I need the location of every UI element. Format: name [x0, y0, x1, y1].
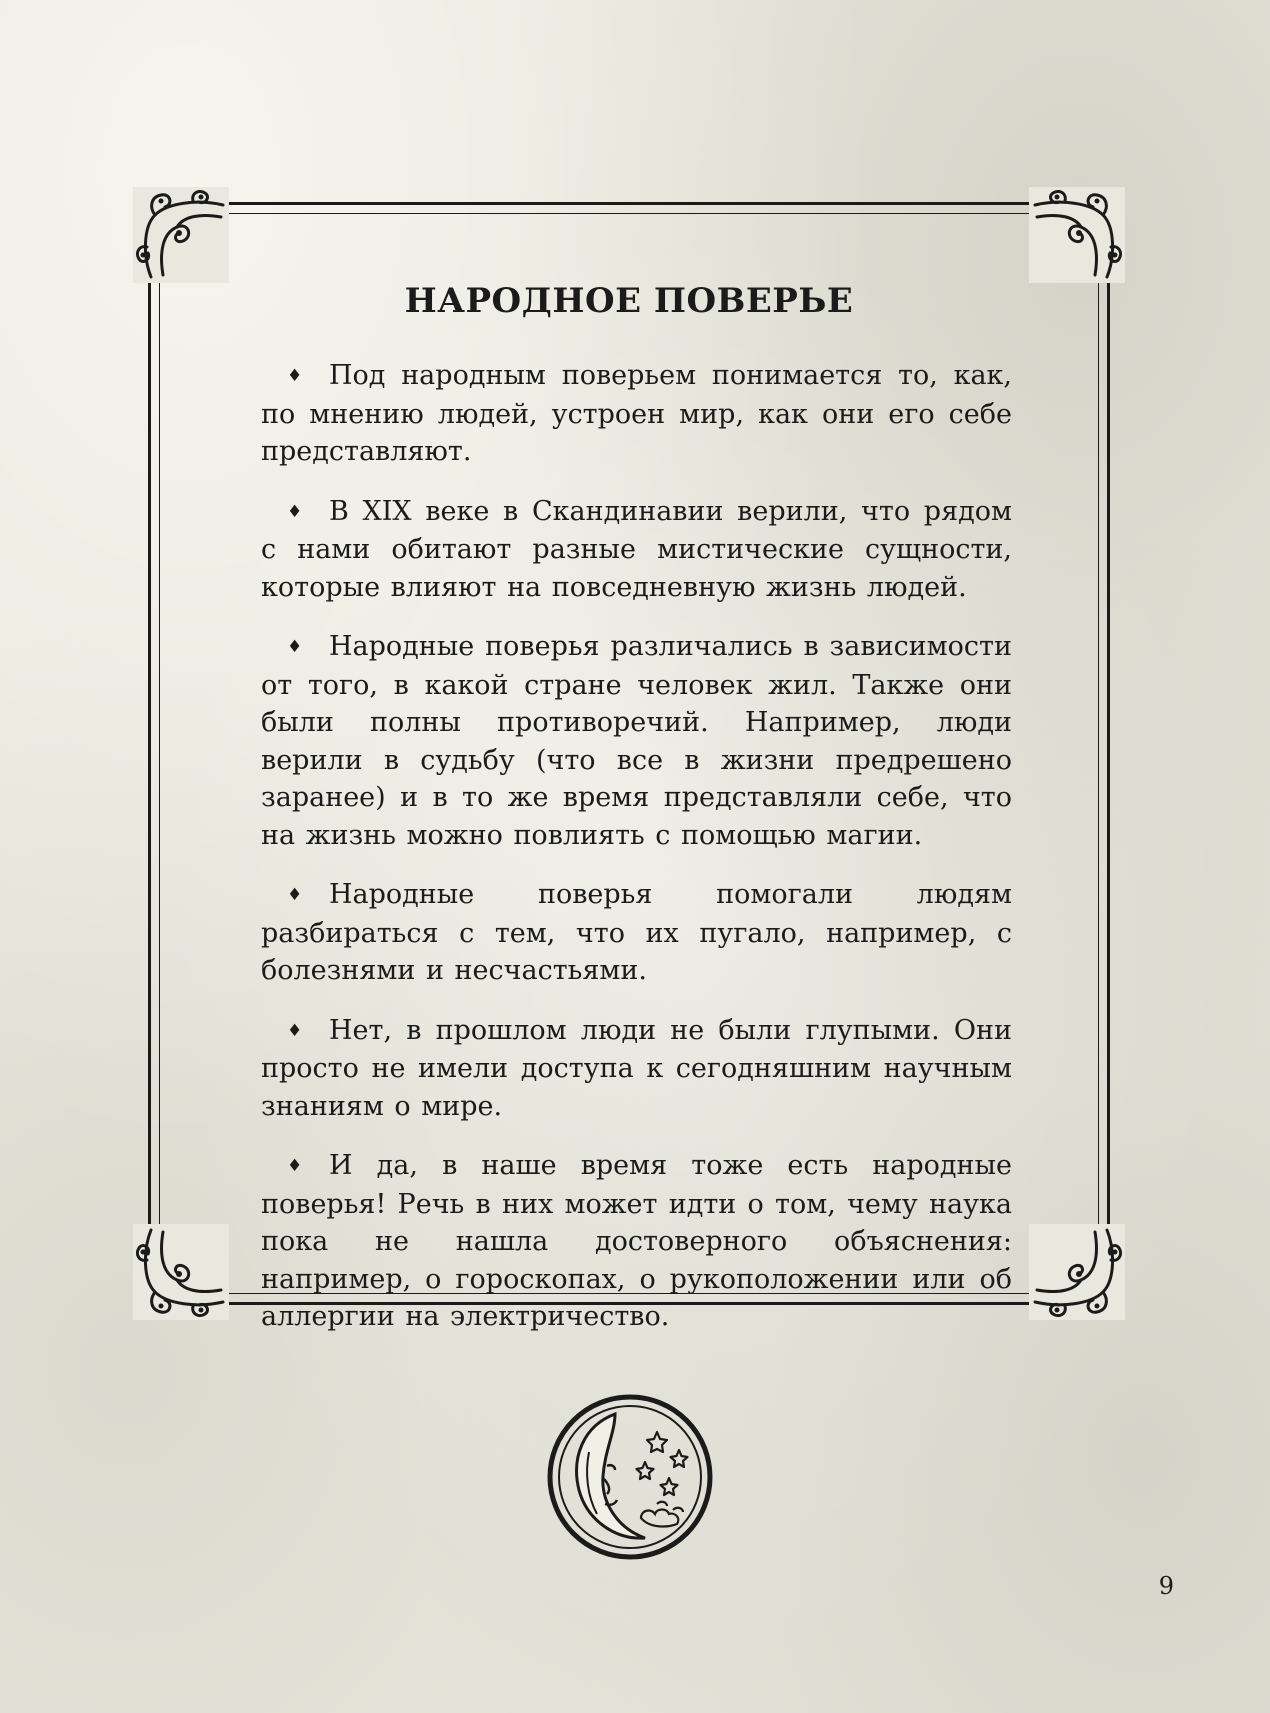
- body-text: [261, 357, 1012, 1358]
- paragraph-text: Под народным поверьем понимается то, как, по мнению людей, устроен мир, как они его себе представляют.: [261, 360, 1012, 467]
- paragraph: [261, 1012, 1012, 1126]
- paragraph-text: Народные поверья помогали людям разбираться с тем, что их пугало, например, с болезнями и несчастьями.: [261, 879, 1012, 986]
- paragraph: [261, 876, 1012, 990]
- page-number: 9: [1158, 1572, 1174, 1600]
- paragraph: [261, 1147, 1012, 1336]
- paragraph-text: В XIX веке в Скандинавии верили, что рядом с нами обитают разные мистические сущности, которые влияют на повседневную жизнь людей.: [261, 495, 1012, 603]
- paragraph-text: Нет, в прошлом люди не были глупыми. Они просто не имели доступа к сегодняшним научным знаниям о мире.: [261, 1014, 1012, 1122]
- paragraph: [261, 493, 1012, 607]
- paragraph: [261, 628, 1012, 854]
- page-title: НАРОДНОЕ ПОВЕРЬЕ: [404, 281, 854, 321]
- corner-ornament-icon: [133, 187, 229, 283]
- paragraph-text: И да, в наше время тоже есть народные поверья! Речь в них может идти о том, чему наука пока не нашла достоверного объяснения: например, о гороскопах, о рукоположении или об аллергии на электричество.: [261, 1150, 1012, 1332]
- corner-ornament-icon: [1029, 1224, 1125, 1320]
- diamond-bullet-icon: ♦: [287, 1020, 303, 1041]
- diamond-bullet-icon: ♦: [287, 1156, 303, 1176]
- diamond-bullet-icon: ♦: [287, 885, 303, 905]
- diamond-bullet-icon: ♦: [287, 501, 303, 522]
- paragraph: [261, 357, 1012, 471]
- ornamental-frame: [148, 202, 1110, 1332]
- corner-ornament-icon: [133, 1224, 229, 1320]
- paragraph-text: Народные поверья различались в зависимости от того, в какой стране человек жил. Также они были полны противоречий. Например, люди верили в судьбу (что все в жизни предрешено заранее) и в то же время представляли себе, что на жизнь можно повлиять с помощью магии.: [261, 631, 1012, 851]
- corner-ornament-icon: [1029, 187, 1125, 283]
- moon-face-stars-emblem-icon: [545, 1392, 715, 1562]
- diamond-bullet-icon: ♦: [287, 637, 303, 657]
- diamond-bullet-icon: ♦: [287, 366, 303, 386]
